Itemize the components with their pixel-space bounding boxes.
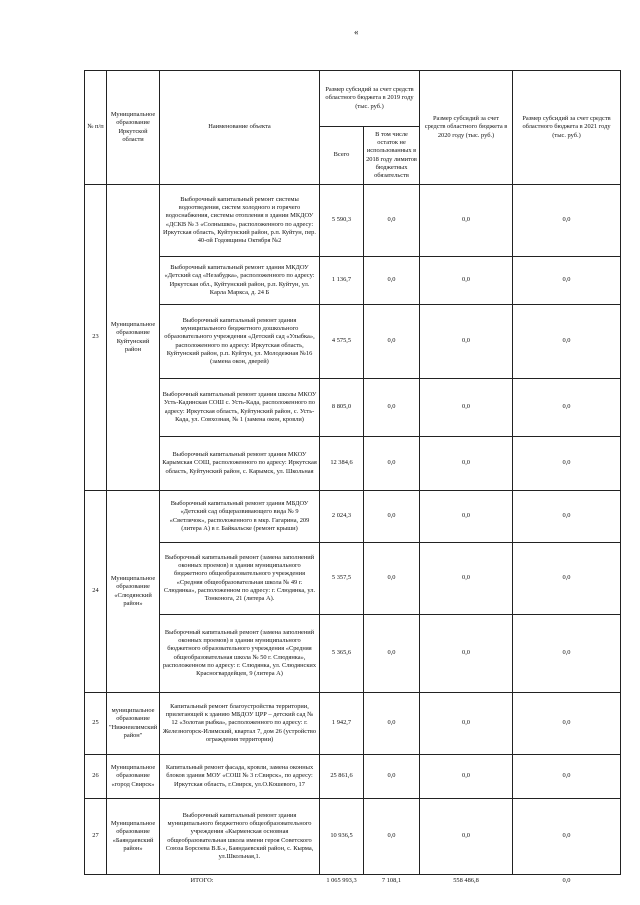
totals-2021: 0,0 [513,875,621,887]
subsidy-2020-cell: 0,0 [420,379,513,437]
table-row [85,185,621,257]
subsidy-2020-cell: 0,0 [420,491,513,543]
subsidy-2020-cell: 0,0 [420,305,513,379]
remainder-cell: 0,0 [364,305,420,379]
table-row [85,437,621,491]
subsidy-2021-cell: 0,0 [513,257,621,305]
subsidy-2020-cell: 0,0 [420,257,513,305]
table-row [85,305,621,379]
remainder-cell: 0,0 [364,615,420,693]
subsidy-2021-cell: 0,0 [513,437,621,491]
header-object: Наименование объекта [160,71,320,185]
table-row [85,491,621,543]
table-row [85,257,621,305]
row-number: 26 [85,755,107,799]
total-cell: 25 861,6 [320,755,364,799]
object-cell: Выборочный капитальный ремонт (замена заполнений оконных проемов) в здании муниципального бюджетного образовательного учреждения «Средняя общеобразовательная школа № 50 г. Слюдянка», расположенном по адресу: г. Слюдянка, ул. Слюдянских Красногвардейцев, 9 (литера А) [160,615,320,693]
table-row [85,755,621,799]
header-including: В том числе остаток не использованных в 2018 году лимитов бюджетных обязательств [364,127,420,185]
subsidy-2020-cell: 0,0 [420,437,513,491]
row-number: 27 [85,799,107,875]
table-row [85,543,621,615]
table-body [85,185,621,887]
total-cell: 2 024,3 [320,491,364,543]
municipality-cell: Муниципальное образование «город Свирск» [107,755,160,799]
subsidy-2021-cell: 0,0 [513,615,621,693]
municipality-cell: Муниципальное образование Куйтунский район [107,185,160,491]
subsidy-2021-cell: 0,0 [513,543,621,615]
object-cell: Выборочный капитальный ремонт здания школы МКОУ Усть-Кадинская СОШ с. Усть-Када, расположенного по адресу: Иркутская область, Куйтунский район, с. Усть-Када, ул. Совхозная, № 1 (замена окон, кровли) [160,379,320,437]
row-number: 25 [85,693,107,755]
header-subsidy-2019: Размер субсидий за счет средств областного бюджета в 2019 году (тыс. руб.) [320,71,420,127]
header-subsidy-2020: Размер субсидий за счет средств областного бюджета в 2020 году (тыс. руб.) [420,71,513,185]
object-cell: Выборочный капитальный ремонт здания муниципального бюджетного общеобразовательного учреждения «Кырменская основная общеобразовательная школа имени героя Советского Союза Борсоева В.Б.», Баяндаевский район, с. Кырма, ул.Школьная,1. [160,799,320,875]
table-row [85,615,621,693]
remainder-cell: 0,0 [364,491,420,543]
object-cell: Выборочный капитальный ремонт здания МКДОУ «Детский сад «Незабудка», расположенного по адресу: Иркутская обл., Куйтунский район, р.п. Куйтун, ул. Карла Маркса, д. 24 Б [160,257,320,305]
total-cell: 12 384,6 [320,437,364,491]
subsidy-2021-cell: 0,0 [513,755,621,799]
object-cell: Выборочный капитальный ремонт (замена заполнений оконных проемов) в здании муниципального бюджетного общеобразовательного учреждения «Средняя общеобразовательная школа № 49 г. Слюдянка», расположенном по адресу: г. Слюдянка, ул. Тонконога, 21 (литера А). [160,543,320,615]
total-cell: 5 365,6 [320,615,364,693]
remainder-cell: 0,0 [364,693,420,755]
remainder-cell: 0,0 [364,799,420,875]
totals-2020: 558 486,8 [420,875,513,887]
total-cell: 5 590,3 [320,185,364,257]
subsidy-2020-cell: 0,0 [420,693,513,755]
total-cell: 4 575,5 [320,305,364,379]
header-num: № п/п [85,71,107,185]
subsidy-2021-cell: 0,0 [513,379,621,437]
subsidy-2021-cell: 0,0 [513,693,621,755]
totals-remainder: 7 108,1 [364,875,420,887]
total-cell: 10 936,5 [320,799,364,875]
remainder-cell: 0,0 [364,379,420,437]
municipality-cell: муниципальное образование "Нижнеилимский район" [107,693,160,755]
object-cell: Выборочный капитальный ремонт здания МБДОУ «Детский сад общеразвивающего вида № 9 «Светлячок», расположенного в мкр. Гагарина, 209 (литера А) в г. Байкальске (ремонт крыши) [160,491,320,543]
object-cell: Выборочный капитальный ремонт системы водоотведения, систем холодного и горячего водоснабжения, системы отопления в здании МКДОУ «ДСКВ № 3 «Солнышко», расположенного по адресу: Иркутская область, Куйтунский район, р.п. Куйтун, пер. 40-ой Годовщины Октября №2 [160,185,320,257]
object-cell: Выборочный капитальный ремонт здания муниципального бюджетного дошкольного образовательного учреждения «Детский сад «Улыбка», расположенного по адресу: Иркутская область, Куйтунский район, р.п. Куйтун, ул. Молодежная №16 (замена окон, дверей) [160,305,320,379]
object-cell: Капитальный ремонт фасада, кровли, замена оконных блоков здания МОУ «СОШ № 3 г.Свирск», по адресу: Иркутская область, г.Свирск, ул.О.Кошевого, 17 [160,755,320,799]
row-number: 24 [85,491,107,693]
subsidy-2020-cell: 0,0 [420,543,513,615]
subsidy-2020-cell: 0,0 [420,615,513,693]
row-number: 23 [85,185,107,491]
total-cell: 1 136,7 [320,257,364,305]
table-row [85,379,621,437]
subsidy-2021-cell: 0,0 [513,799,621,875]
total-cell: 1 942,7 [320,693,364,755]
total-cell: 5 357,5 [320,543,364,615]
totals-label: ИТОГО: [85,875,320,887]
remainder-cell: 0,0 [364,257,420,305]
header-total: Всего [320,127,364,185]
remainder-cell: 0,0 [364,437,420,491]
header-subsidy-2021: Размер субсидий за счет средств областного бюджета в 2021 году (тыс. руб.) [513,71,621,185]
object-cell: Выборочный капитальный ремонт здания МКОУ Карымская СОШ, расположенного по адресу: Иркутская область, Куйтунский район, с. Карымск, ул. Школьная [160,437,320,491]
total-cell: 8 805,0 [320,379,364,437]
subsidy-2020-cell: 0,0 [420,799,513,875]
header-municipality: Муниципальное образование Иркутской области [107,71,160,185]
top-mark: « [354,27,359,37]
municipality-cell: Муниципальное образование «Слюдянский район» [107,491,160,693]
remainder-cell: 0,0 [364,755,420,799]
totals-total: 1 065 993,3 [320,875,364,887]
subsidy-table [84,70,621,887]
remainder-cell: 0,0 [364,185,420,257]
table-row [85,693,621,755]
subsidy-2020-cell: 0,0 [420,185,513,257]
subsidy-2021-cell: 0,0 [513,491,621,543]
table-row [85,799,621,875]
remainder-cell: 0,0 [364,543,420,615]
subsidy-2021-cell: 0,0 [513,305,621,379]
object-cell: Капитальный ремонт благоустройства территории, прилегающей к зданию МБДОУ ЦРР – детский сад № 12 «Золотая рыбка», расположенного по адресу: г. Железногорск-Илимский, квартал 7, дом 26 (устройство ограждения территории) [160,693,320,755]
subsidy-2020-cell: 0,0 [420,755,513,799]
totals-row [85,875,621,887]
subsidy-2021-cell: 0,0 [513,185,621,257]
municipality-cell: Муниципальное образование «Баяндаевский район» [107,799,160,875]
header-row-1 [85,71,621,127]
